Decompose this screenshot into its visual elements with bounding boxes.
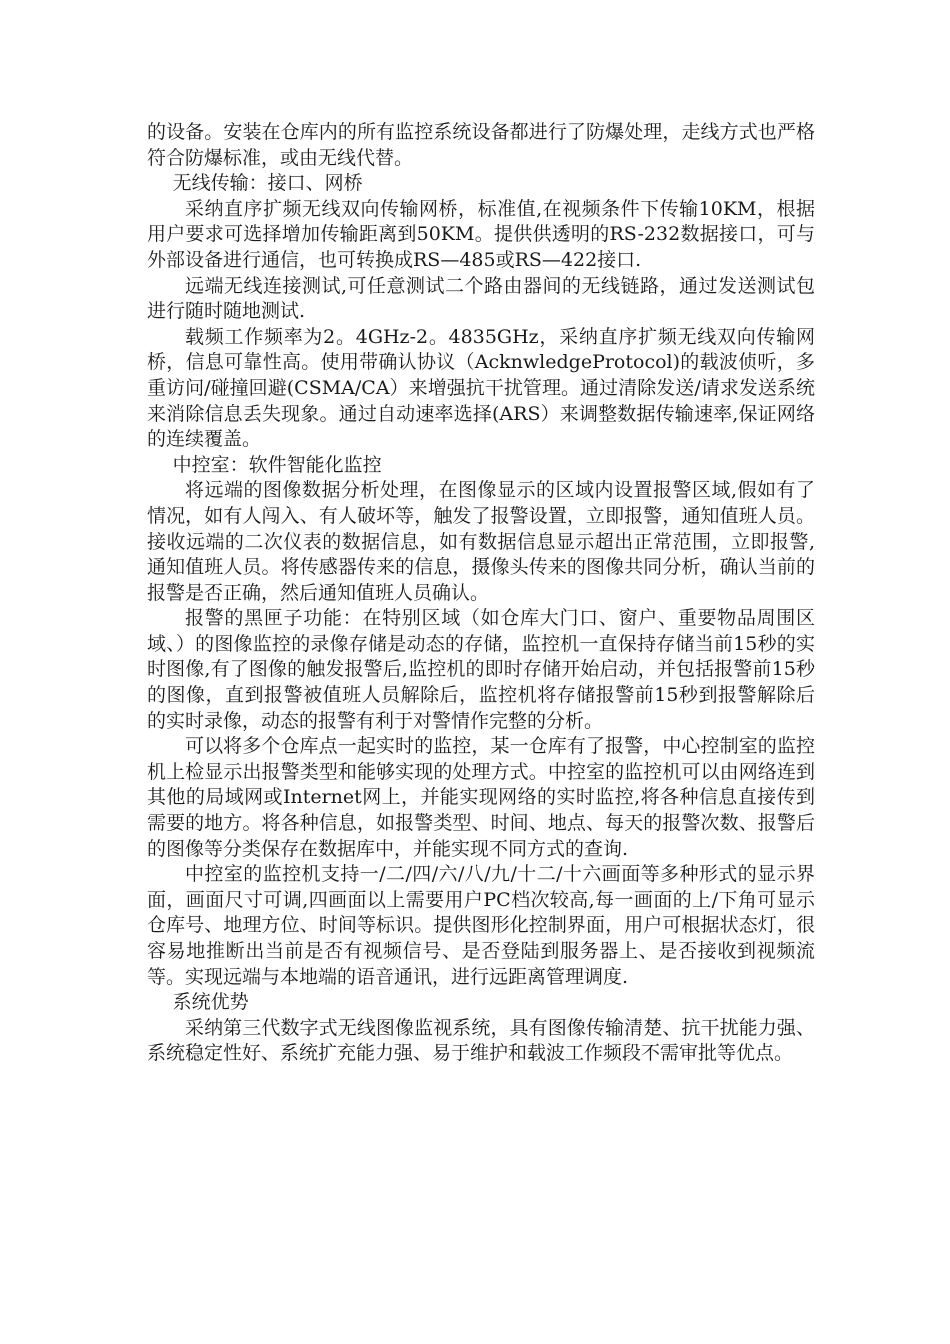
body-paragraph: 中控室的监控机支持一/二/四/六/八/九/十二/十六画面等多种形式的显示界面，画面尺寸可调,四画面以上需要用户PC档次较高,每一画面的上/下角可显示仓库号、地理方位、时间等标识。提供图形化控制界面，用户可根据状态灯，很容易地推断出当前是否有视频信号、是否登陆到服务器上、是否接收到视频流等。实现远端与本地端的语音通讯，进行远距离管理调度. [147, 863, 815, 988]
body-paragraph: 远端无线连接测试,可任意测试二个路由器间的无线链路，通过发送测试包进行随时随地测试. [147, 274, 815, 323]
body-paragraph: 采纳第三代数字式无线图像监视系统，具有图像传输清楚、抗干扰能力强、系统稳定性好、系统扩充能力强、易于维护和载波工作频段不需审批等优点。 [147, 1016, 815, 1065]
body-paragraph: 载频工作频率为2。4GHz-2。4835GHz，采纳直序扩频无线双向传输网桥，信息可靠性高。使用带确认协议（AcknwledgeProtocol)的载波侦听，多重访问/碰撞回避(CSMA/CA）来增强抗干扰管理。通过清除发送/请求发送系统来消除信息丢失现象。通过自动速率选择(ARS）来调整数据传输速率,保证网络的连续覆盖。 [147, 325, 815, 451]
section-heading: 中控室：软件智能化监控 [172, 453, 382, 476]
body-paragraph: 将远端的图像数据分析处理，在图像显示的区域内设置报警区域,假如有了情况，如有人闯入、有人破坏等，触发了报警设置，立即报警，通知值班人员。接收远端的二次仪表的数据信息，如有数据信息显示超出正常范围，立即报警,通知值班人员。将传感器传来的信息，摄像头传来的图像共同分析，确认当前的报警是否正确，然后通知值班人员确认。 [147, 479, 815, 604]
section-heading: 系统优势 [172, 991, 249, 1014]
section-heading: 无线传输：接口、网桥 [172, 172, 363, 195]
body-paragraph: 的设备。安装在仓库内的所有监控系统设备都进行了防爆处理，走线方式也严格符合防爆标准，或由无线代替。 [147, 121, 815, 169]
body-paragraph: 可以将多个仓库点一起实时的监控，某一仓库有了报警，中心控制室的监控机上检显示出报警类型和能够实现的处理方式。中控室的监控机可以由网络连到其他的局域网或Internet网上，并能实现网络的实时监控,将各种信息直接传到需要的地方。将各种信息，如报警类型、时间、地点、每天的报警次数、报警后的图像等分类保存在数据库中，并能实现不同方式的查询. [147, 735, 815, 860]
body-paragraph: 采纳直序扩频无线双向传输网桥，标准值,在视频条件下传输10KM，根据用户要求可选择增加传输距离到50KM。提供供透明的RS-232数据接口，可与外部设备进行通信，也可转换成RS—485或RS—422接口. [147, 197, 815, 271]
document-page [147, 120, 815, 1067]
body-paragraph: 报警的黑匣子功能：在特别区域（如仓库大门口、窗户、重要物品周围区域、）的图像监控的录像存储是动态的存储，监控机一直保持存储当前15秒的实时图像,有了图像的触发报警后,监控机的即时存储开始启动，并包括报警前15秒的图像，直到报警被值班人员解除后，监控机将存储报警前15秒到报警解除后的实时录像，动态的报警有利于对警情作完整的分析。 [147, 607, 815, 732]
